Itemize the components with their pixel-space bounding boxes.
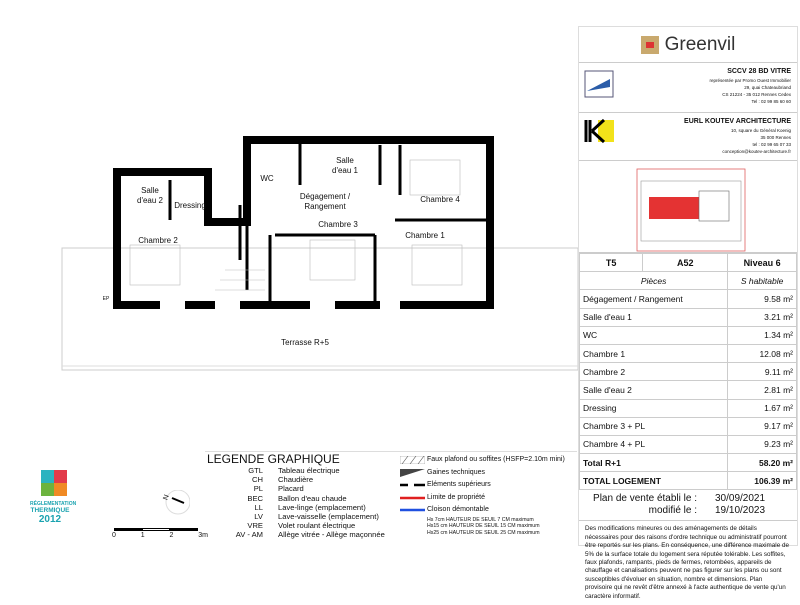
greenvil-logo-icon [641, 36, 659, 54]
plan-dates [579, 490, 797, 521]
room-label-dressing: Dressing [174, 201, 206, 210]
architect-block [579, 113, 797, 161]
room-area: 2.81 m² [728, 381, 797, 399]
room-name: WC [580, 326, 728, 344]
room-name: Dressing [580, 399, 728, 417]
false-ceiling-icon [400, 456, 425, 464]
table-row [580, 417, 797, 435]
info-panel [578, 26, 798, 600]
threshold-note: Hs15 cm HAUTEUR DE SEUIL 15 CM maximum [427, 523, 540, 530]
room-label-terrasse: Terrasse R+5 [281, 338, 329, 347]
room-name: Salle d'eau 1 [580, 308, 728, 326]
total-r1-value: 58.20 m² [728, 454, 797, 472]
threshold-note: Hs 7cm HAUTEUR DE SEUIL 7 CM maximum [427, 516, 534, 523]
room-area: 9.23 m² [728, 435, 797, 453]
col-header-area: S habitable [728, 272, 797, 290]
walls [113, 140, 494, 305]
legend-symbol: Limite de propriété [427, 493, 485, 501]
north-label: N [162, 493, 171, 502]
legend-abbrev-row [205, 521, 385, 530]
abbrev-meaning: Ballon d'eau chaude [278, 493, 347, 503]
room-name: Chambre 4 + PL [580, 435, 728, 453]
promoter-name: SCCV 28 BD VITRE [727, 68, 791, 75]
room-area: 1.34 m² [728, 326, 797, 344]
scale-bar [114, 528, 198, 531]
table-row [580, 435, 797, 453]
table-row [580, 326, 797, 344]
architect-line: 35 000 Rennes [760, 135, 791, 140]
room-area: 9.58 m² [728, 290, 797, 308]
room-label-chambre-1: Chambre 1 [405, 231, 445, 240]
legend-abbrev-row [205, 530, 385, 539]
table-row [580, 363, 797, 381]
abbrev-code: CH [252, 475, 263, 485]
room-label-chambre-2: Chambre 2 [138, 236, 178, 245]
legend-abbrev-row [205, 484, 385, 493]
promoter-line: 29, quai Chateaubriand [744, 85, 791, 90]
promoter-line: représentée par Promo Ouest Immobilier [709, 78, 791, 83]
abbrev-code: LL [254, 502, 263, 512]
rt2012-logo-icon [41, 470, 67, 496]
table-row [580, 399, 797, 417]
room-label-salle-eau-2: Salle d'eau 2 [137, 186, 163, 205]
koutev-logo-icon [584, 116, 614, 154]
brand-name: Greenvil [664, 33, 736, 55]
abbrev-meaning: Lave-vaisselle (emplacement) [278, 512, 379, 522]
modified-label: modifié le : [648, 505, 697, 517]
rt-line2: THERMIQUE [30, 507, 70, 514]
total-value: 106.39 m² [728, 472, 797, 490]
technical-duct-icon [400, 469, 425, 477]
established-date: 30/09/2021 [715, 493, 766, 505]
brand-logo [579, 27, 797, 63]
architect-line: tel : 02 99 65 07 33 [752, 142, 791, 147]
abbrev-meaning: Chaudière [278, 475, 314, 485]
rt2012-logo [30, 470, 77, 525]
abbrev-meaning: Volet roulant électrique [278, 521, 356, 531]
rt-year: 2012 [38, 514, 62, 525]
unit-ref: A52 [643, 254, 728, 272]
abbrev-code: VRE [247, 521, 263, 531]
legend-abbrev-row [205, 475, 385, 484]
property-limit-icon [400, 494, 425, 502]
room-area: 1.67 m² [728, 399, 797, 417]
room-name: Dégagement / Rangement [580, 290, 728, 308]
legend-abbrev-row [205, 466, 385, 475]
removable-partition-icon [400, 506, 425, 514]
promoter-line: Tel : 02 99 85 60 60 [751, 99, 791, 104]
unit-level: Niveau 6 [728, 254, 797, 272]
abbrev-code: LV [254, 512, 263, 522]
table-row [580, 344, 797, 362]
legend-title: LEGENDE GRAPHIQUE [207, 452, 340, 466]
architect-name: EURL KOUTEV ARCHITECTURE [684, 118, 791, 125]
room-area: 9.17 m² [728, 417, 797, 435]
room-label-wc: WC [260, 174, 274, 183]
key-plan-map [579, 161, 799, 253]
legend [205, 451, 577, 546]
room-area: 3.21 m² [728, 308, 797, 326]
legend-symbol: Cloison démontable [427, 506, 489, 513]
abbrev-code: BEC [247, 493, 263, 503]
architect-line: 10, square du Général Koenig [730, 128, 791, 133]
upper-elements-icon [400, 481, 425, 489]
room-label-chambre-3: Chambre 3 [318, 220, 358, 229]
disclaimer: Des modifications mineures ou des aménagements de détails nécessaires pour des raisons d'ordre technique ou administratif pourront être reportés sur les plans. En conséquence, une différence maximale de 5% de la surface totale du logement sera réputée tolérable. Les soffites, faux plafonds, rampants, pieds de fermes, retombées, appareils de chauffage et canalisations peuvent ne pas figurer sur les plans ou sont susceptibles d'évoluer en situation, nombre et dimensions. Plan provisoire qui ne revêt d'être annexé à l'acte authentique de vente qu'un caractère informatif. [585, 525, 789, 600]
abbrev-code: AV - AM [235, 530, 263, 540]
surface-table [579, 253, 797, 490]
total-label: TOTAL LOGEMENT [580, 472, 728, 490]
scale-ticks: 0 1 2 3m [112, 532, 208, 539]
legend-symbol: Eléments supérieurs [427, 481, 491, 488]
legend-symbol: Gaines techniques [427, 468, 485, 476]
abbrev-meaning: Placard [278, 484, 304, 494]
room-name: Salle d'eau 2 [580, 381, 728, 399]
unit-type: T5 [580, 254, 643, 272]
established-label: Plan de vente établi le : [593, 493, 697, 505]
room-name: Chambre 3 + PL [580, 417, 728, 435]
room-name: Chambre 2 [580, 363, 728, 381]
room-area: 12.08 m² [728, 344, 797, 362]
room-label-chambre-4: Chambre 4 [420, 195, 460, 204]
promoter-block [579, 63, 797, 113]
legend-symbol: Faux plafond ou soffites (HSFP=2.10m mini) [427, 456, 565, 463]
legend-abbrev-row [205, 494, 385, 503]
abbrev-code: PL [253, 484, 263, 494]
abbrev-meaning: Allège vitrée - Allège maçonnée [278, 530, 385, 540]
promo-ouest-logo-icon [584, 69, 614, 99]
threshold-note: Hs25 cm HAUTEUR DE SEUIL 25 CM maximum [427, 529, 540, 536]
room-label-salle-eau-1: Salle d'eau 1 [332, 156, 358, 175]
table-row [580, 308, 797, 326]
room-area: 9.11 m² [728, 363, 797, 381]
modified-date: 19/10/2023 [715, 505, 766, 517]
total-r1-label: Total R+1 [580, 454, 728, 472]
room-label-degagement: Dégagement / Rangement [299, 192, 351, 211]
abbrev-code: GTL [248, 466, 263, 475]
promoter-line: CS 21224 - 35 012 Rennes Cedex [722, 92, 791, 97]
table-row [580, 381, 797, 399]
legend-abbrev-row [205, 503, 385, 512]
room-name: Chambre 1 [580, 344, 728, 362]
key-plan [579, 161, 797, 253]
rt-line1: RÉGLEMENTATION [30, 501, 77, 507]
table-row [580, 290, 797, 308]
architect-line: conception@koutev-architecture.fr [722, 149, 791, 154]
abbrev-meaning: Tableau électrique [278, 466, 340, 475]
north-arrow-icon [150, 490, 190, 515]
abbrev-meaning: Lave-linge (emplacement) [278, 502, 366, 512]
ep-label: EP [102, 296, 110, 302]
legend-abbrev-row [205, 512, 385, 521]
col-header-rooms: Pièces [580, 272, 728, 290]
